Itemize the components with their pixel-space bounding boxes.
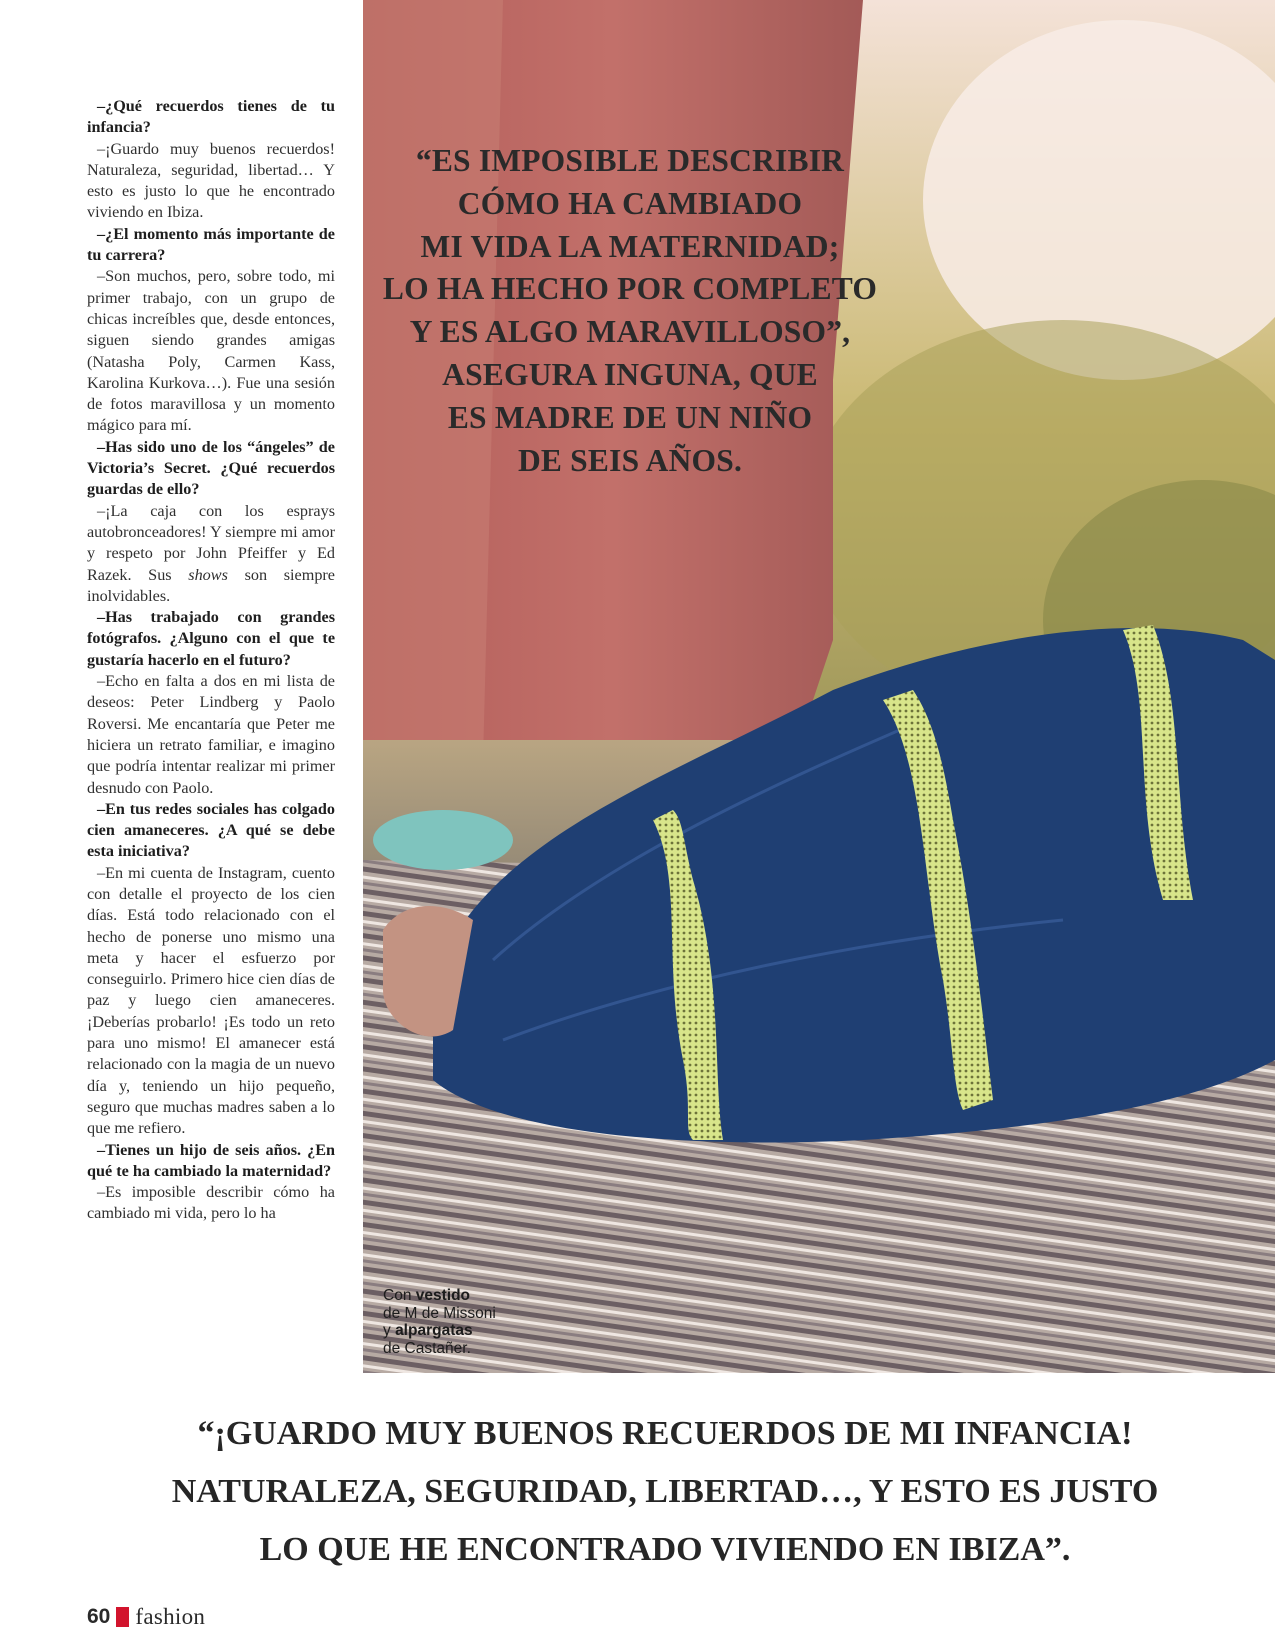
bottom-pull-quote: [120, 1405, 1210, 1579]
caption-line: [383, 1287, 523, 1305]
caption-line: [383, 1322, 523, 1340]
photo-caption: [383, 1287, 523, 1357]
question: –En tus redes sociales has colgado cien amaneceres. ¿A qué se debe esta iniciativa?: [87, 799, 335, 861]
answer: –¡Guardo muy buenos recuerdos! Naturaleza, seguridad, libertad… Y esto es justo lo que he encontrado viviendo en Ibiza.: [87, 139, 335, 222]
answer-text: –¡La caja con los esprays autobronceadores! Y siempre mi amor y respeto por John Pfeiffer y Ed Razek. Sus: [87, 501, 335, 584]
quote-line: MI VIDA LA MATERNIDAD;: [420, 228, 840, 264]
question: –Has trabajado con grandes fotógrafos. ¿Alguno con el que te gustaría hacerlo en el futuro?: [87, 608, 335, 669]
caption-bold: alpargatas: [395, 1322, 473, 1339]
quote-line: ASEGURA INGUNA, QUE: [442, 356, 818, 392]
answer: –Son muchos, pero, sobre todo, mi primer trabajo, con un grupo de chicas increíbles que, desde entonces, siguen siendo grandes amigas (Natasha Poly, Carmen Kass, Karolina Kurkova…). Fue una sesión de fotos maravillosa y un momento mágico para mí.: [87, 267, 335, 435]
caption-line: de M de Missoni: [383, 1304, 496, 1322]
quote-line: CÓMO HA CAMBIADO: [457, 185, 803, 221]
question: –¿Qué recuerdos tienes de tu infancia?: [87, 97, 335, 137]
page-number: 60: [87, 1605, 111, 1628]
question: –Tienes un hijo de seis años. ¿En qué te ha cambiado la maternidad?: [87, 1140, 335, 1180]
photo-pull-quote: [375, 140, 885, 482]
caption-bold: vestido: [415, 1287, 471, 1304]
page-footer: [87, 1602, 205, 1632]
quote-line: NATURALEZA, SEGURIDAD, LIBERTAD…, Y ESTO ES JUSTO: [171, 1473, 1159, 1510]
caption-line: de Castañer.: [383, 1339, 471, 1357]
editorial-photo: [363, 0, 1275, 1373]
answer: [87, 501, 335, 607]
interview-column: [87, 96, 335, 1384]
quote-line: “¡GUARDO MUY BUENOS RECUERDOS DE MI INFANCIA!: [197, 1415, 1133, 1452]
answer: –En mi cuenta de Instagram, cuento con detalle el proyecto de los cien días. Está todo relacionado con el hecho de ponerse uno mismo una meta y hacer el esfuerzo por conseguirlo. Primero hice cien días de paz y luego cien amaneceres. ¡Deberías probarlo! ¡Es todo un reto para uno mismo! El amanecer está relacionado con la magia de un nuevo día y, teniendo un hijo pequeño, seguro que muchas madres saben a lo que me refiero.: [87, 863, 335, 1138]
brand-logo-icon: [116, 1607, 129, 1627]
answer: –Es imposible describir cómo ha cambiado mi vida, pero lo ha: [87, 1183, 335, 1223]
question: –¿El momento más importante de tu carrera?: [87, 224, 335, 265]
caption-text: y: [383, 1322, 396, 1339]
quote-line: “ES IMPOSIBLE DESCRIBIR: [415, 143, 845, 178]
brand-name: fashion: [135, 1604, 206, 1629]
caption-text: Con: [383, 1287, 416, 1304]
question: –Has sido uno de los “ángeles” de Victoria’s Secret. ¿Qué recuerdos guardas de ello?: [87, 437, 335, 499]
quote-line: DE SEIS AÑOS.: [517, 442, 743, 478]
quote-line: Y ES ALGO MARAVILLOSO”,: [409, 314, 851, 350]
answer-text-after: son siempre inolvidables.: [87, 565, 335, 605]
answer: –Echo en falta a dos en mi lista de deseos: Peter Lindberg y Paolo Roversi. Me encantaría que Peter me hiciera un retrato familiar, e imagino que podría intentar realizar mi primer desnudo con Paolo.: [87, 672, 335, 797]
quote-line: ES MADRE DE UN NIÑO: [447, 399, 813, 435]
answer-emphasis: shows: [188, 565, 228, 584]
quote-line: LO QUE HE ENCONTRADO VIVIENDO EN IBIZA”.: [259, 1531, 1071, 1568]
quote-line: LO HA HECHO POR COMPLETO: [382, 271, 878, 307]
